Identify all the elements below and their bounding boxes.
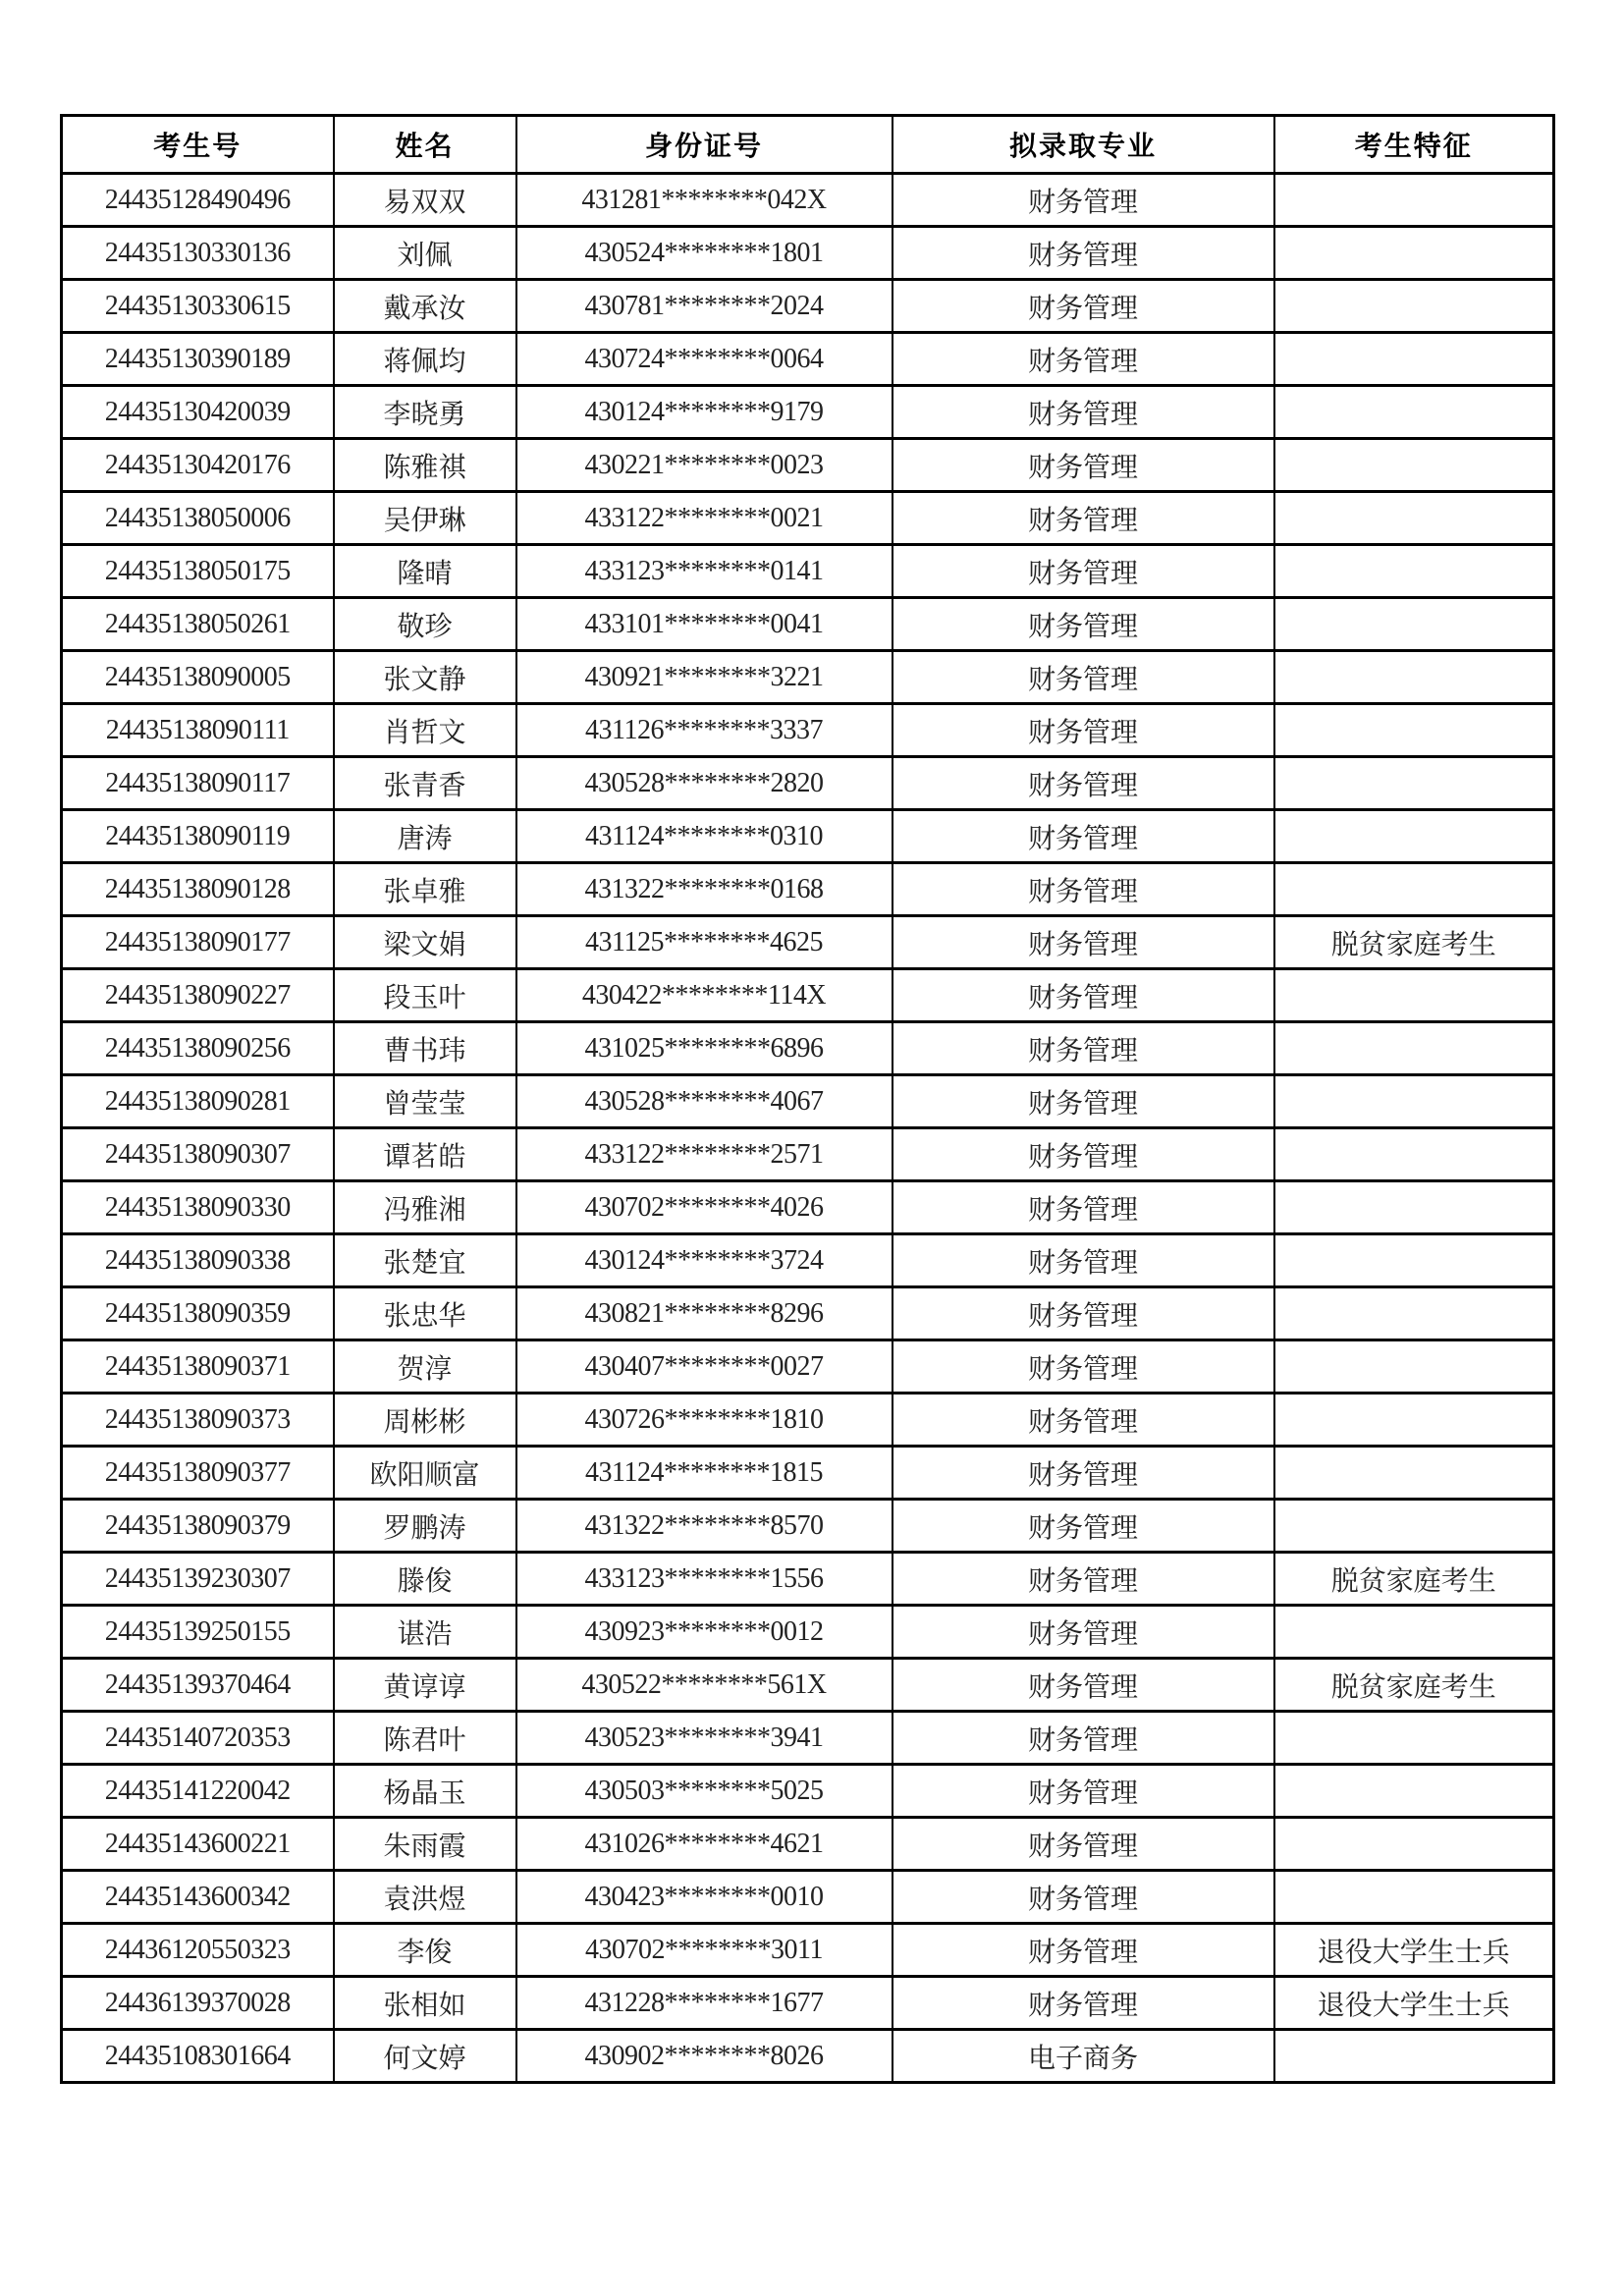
table-row — [62, 1340, 1554, 1394]
table-row — [62, 1659, 1554, 1712]
cell-feature — [1274, 810, 1554, 863]
cell-major: 财务管理 — [893, 1340, 1274, 1394]
table-row — [62, 1977, 1554, 2030]
header-major: 拟录取专业 — [893, 116, 1274, 174]
cell-feature — [1274, 704, 1554, 757]
table-row — [62, 174, 1554, 227]
cell-feature — [1274, 333, 1554, 386]
cell-major: 财务管理 — [893, 1553, 1274, 1606]
cell-feature — [1274, 280, 1554, 333]
cell-id-no: 433101********0041 — [516, 598, 893, 651]
cell-name: 易双双 — [334, 174, 516, 227]
table-row — [62, 651, 1554, 704]
cell-id-no: 431126********3337 — [516, 704, 893, 757]
cell-exam-no: 24435138090338 — [62, 1234, 334, 1287]
table-row — [62, 1606, 1554, 1659]
cell-feature — [1274, 1394, 1554, 1447]
cell-exam-no: 24435130330615 — [62, 280, 334, 333]
cell-name: 谭茗皓 — [334, 1128, 516, 1181]
cell-name: 冯雅湘 — [334, 1181, 516, 1234]
cell-name: 李俊 — [334, 1924, 516, 1977]
cell-major: 财务管理 — [893, 492, 1274, 545]
cell-feature: 脱贫家庭考生 — [1274, 916, 1554, 969]
cell-id-no: 433123********1556 — [516, 1553, 893, 1606]
cell-id-no: 430821********8296 — [516, 1287, 893, 1340]
table-row — [62, 969, 1554, 1022]
cell-name: 张青香 — [334, 757, 516, 810]
cell-feature — [1274, 545, 1554, 598]
cell-major: 财务管理 — [893, 280, 1274, 333]
cell-feature — [1274, 757, 1554, 810]
header-feature: 考生特征 — [1274, 116, 1554, 174]
cell-exam-no: 24435138090177 — [62, 916, 334, 969]
cell-feature: 退役大学生士兵 — [1274, 1924, 1554, 1977]
cell-name: 张文静 — [334, 651, 516, 704]
cell-feature: 退役大学生士兵 — [1274, 1977, 1554, 2030]
cell-exam-no: 24435143600221 — [62, 1818, 334, 1871]
table-row — [62, 1447, 1554, 1500]
cell-major: 财务管理 — [893, 810, 1274, 863]
cell-id-no: 430523********3941 — [516, 1712, 893, 1765]
cell-exam-no: 24435138090005 — [62, 651, 334, 704]
cell-exam-no: 24435138090119 — [62, 810, 334, 863]
cell-feature — [1274, 386, 1554, 439]
cell-id-no: 430124********3724 — [516, 1234, 893, 1287]
cell-major: 财务管理 — [893, 598, 1274, 651]
cell-feature — [1274, 863, 1554, 916]
cell-major: 财务管理 — [893, 1234, 1274, 1287]
cell-id-no: 430902********8026 — [516, 2030, 893, 2083]
cell-id-no: 431124********1815 — [516, 1447, 893, 1500]
cell-name: 朱雨霞 — [334, 1818, 516, 1871]
cell-feature — [1274, 1340, 1554, 1394]
cell-name: 欧阳顺富 — [334, 1447, 516, 1500]
table-row — [62, 1712, 1554, 1765]
table-row — [62, 1553, 1554, 1606]
cell-exam-no: 24435138090281 — [62, 1075, 334, 1128]
cell-major: 财务管理 — [893, 1659, 1274, 1712]
cell-id-no: 431025********6896 — [516, 1022, 893, 1075]
cell-id-no: 430407********0027 — [516, 1340, 893, 1394]
cell-name: 杨晶玉 — [334, 1765, 516, 1818]
cell-id-no: 430221********0023 — [516, 439, 893, 492]
table-row — [62, 439, 1554, 492]
cell-id-no: 431228********1677 — [516, 1977, 893, 2030]
cell-name: 吴伊琳 — [334, 492, 516, 545]
cell-name: 罗鹏涛 — [334, 1500, 516, 1553]
cell-name: 陈雅祺 — [334, 439, 516, 492]
cell-feature — [1274, 227, 1554, 280]
table-row — [62, 1818, 1554, 1871]
table-row — [62, 2030, 1554, 2083]
cell-name: 敬珍 — [334, 598, 516, 651]
cell-exam-no: 24435130330136 — [62, 227, 334, 280]
cell-major: 财务管理 — [893, 1022, 1274, 1075]
cell-feature — [1274, 1287, 1554, 1340]
cell-exam-no: 24435130390189 — [62, 333, 334, 386]
cell-feature — [1274, 2030, 1554, 2083]
cell-exam-no: 24435138090373 — [62, 1394, 334, 1447]
cell-name: 何文婷 — [334, 2030, 516, 2083]
cell-major: 财务管理 — [893, 1500, 1274, 1553]
cell-major: 财务管理 — [893, 1394, 1274, 1447]
cell-id-no: 431124********0310 — [516, 810, 893, 863]
cell-major: 财务管理 — [893, 333, 1274, 386]
table-row — [62, 1765, 1554, 1818]
cell-major: 财务管理 — [893, 969, 1274, 1022]
cell-id-no: 430423********0010 — [516, 1871, 893, 1924]
cell-name: 陈君叶 — [334, 1712, 516, 1765]
cell-exam-no: 24435130420176 — [62, 439, 334, 492]
cell-exam-no: 24435138090256 — [62, 1022, 334, 1075]
cell-major: 财务管理 — [893, 386, 1274, 439]
table-row — [62, 704, 1554, 757]
cell-major: 财务管理 — [893, 704, 1274, 757]
cell-id-no: 433123********0141 — [516, 545, 893, 598]
cell-exam-no: 24435138050006 — [62, 492, 334, 545]
cell-major: 财务管理 — [893, 1765, 1274, 1818]
cell-major: 财务管理 — [893, 1606, 1274, 1659]
cell-id-no: 430724********0064 — [516, 333, 893, 386]
cell-major: 财务管理 — [893, 1181, 1274, 1234]
cell-name: 谌浩 — [334, 1606, 516, 1659]
cell-exam-no: 24435108301664 — [62, 2030, 334, 2083]
cell-name: 滕俊 — [334, 1553, 516, 1606]
cell-exam-no: 24435138090330 — [62, 1181, 334, 1234]
cell-name: 张忠华 — [334, 1287, 516, 1340]
cell-exam-no: 24435139230307 — [62, 1553, 334, 1606]
table-row — [62, 492, 1554, 545]
cell-major: 财务管理 — [893, 439, 1274, 492]
cell-id-no: 433122********2571 — [516, 1128, 893, 1181]
cell-name: 张卓雅 — [334, 863, 516, 916]
cell-id-no: 431026********4621 — [516, 1818, 893, 1871]
cell-feature — [1274, 1765, 1554, 1818]
cell-exam-no: 24435130420039 — [62, 386, 334, 439]
cell-name: 肖哲文 — [334, 704, 516, 757]
cell-exam-no: 24435138090307 — [62, 1128, 334, 1181]
cell-feature — [1274, 1181, 1554, 1234]
cell-exam-no: 24435138090117 — [62, 757, 334, 810]
cell-major: 财务管理 — [893, 1977, 1274, 2030]
cell-id-no: 430422********114X — [516, 969, 893, 1022]
cell-exam-no: 24435138090128 — [62, 863, 334, 916]
cell-id-no: 430522********561X — [516, 1659, 893, 1712]
cell-major: 财务管理 — [893, 227, 1274, 280]
table-row — [62, 545, 1554, 598]
table-row — [62, 1234, 1554, 1287]
cell-feature: 脱贫家庭考生 — [1274, 1553, 1554, 1606]
cell-feature — [1274, 1075, 1554, 1128]
cell-id-no: 430702********4026 — [516, 1181, 893, 1234]
cell-exam-no: 24435143600342 — [62, 1871, 334, 1924]
cell-major: 财务管理 — [893, 1712, 1274, 1765]
cell-name: 曾莹莹 — [334, 1075, 516, 1128]
cell-name: 周彬彬 — [334, 1394, 516, 1447]
cell-id-no: 431281********042X — [516, 174, 893, 227]
cell-exam-no: 24435138050261 — [62, 598, 334, 651]
cell-major: 财务管理 — [893, 1871, 1274, 1924]
cell-feature — [1274, 1606, 1554, 1659]
table-row — [62, 1871, 1554, 1924]
cell-major: 财务管理 — [893, 1287, 1274, 1340]
cell-name: 刘佩 — [334, 227, 516, 280]
cell-feature — [1274, 1447, 1554, 1500]
cell-feature — [1274, 1712, 1554, 1765]
cell-feature — [1274, 1871, 1554, 1924]
cell-feature — [1274, 598, 1554, 651]
cell-id-no: 431322********0168 — [516, 863, 893, 916]
cell-feature — [1274, 969, 1554, 1022]
cell-exam-no: 24436120550323 — [62, 1924, 334, 1977]
cell-id-no: 430528********4067 — [516, 1075, 893, 1128]
cell-feature — [1274, 174, 1554, 227]
cell-id-no: 430503********5025 — [516, 1765, 893, 1818]
cell-feature — [1274, 1128, 1554, 1181]
cell-exam-no: 24435138090111 — [62, 704, 334, 757]
cell-name: 贺淳 — [334, 1340, 516, 1394]
cell-id-no: 430524********1801 — [516, 227, 893, 280]
cell-id-no: 430921********3221 — [516, 651, 893, 704]
table-row — [62, 280, 1554, 333]
cell-id-no: 430923********0012 — [516, 1606, 893, 1659]
table-body — [62, 174, 1554, 2083]
cell-name: 蒋佩均 — [334, 333, 516, 386]
table-row — [62, 1022, 1554, 1075]
cell-major: 财务管理 — [893, 1128, 1274, 1181]
cell-exam-no: 24435128490496 — [62, 174, 334, 227]
cell-name: 曹书玮 — [334, 1022, 516, 1075]
cell-feature: 脱贫家庭考生 — [1274, 1659, 1554, 1712]
cell-exam-no: 24435140720353 — [62, 1712, 334, 1765]
table-row — [62, 1181, 1554, 1234]
admission-roster-table — [60, 114, 1555, 2084]
table-row — [62, 1394, 1554, 1447]
cell-name: 袁洪煜 — [334, 1871, 516, 1924]
cell-exam-no: 24435138050175 — [62, 545, 334, 598]
cell-name: 黄谆谆 — [334, 1659, 516, 1712]
table-row — [62, 1128, 1554, 1181]
table-row — [62, 598, 1554, 651]
cell-feature — [1274, 1500, 1554, 1553]
table-row — [62, 386, 1554, 439]
cell-exam-no: 24435138090377 — [62, 1447, 334, 1500]
cell-feature — [1274, 1022, 1554, 1075]
cell-feature — [1274, 492, 1554, 545]
cell-id-no: 430528********2820 — [516, 757, 893, 810]
cell-exam-no: 24435139250155 — [62, 1606, 334, 1659]
cell-exam-no: 24435138090379 — [62, 1500, 334, 1553]
cell-id-no: 430781********2024 — [516, 280, 893, 333]
cell-id-no: 430124********9179 — [516, 386, 893, 439]
cell-major: 财务管理 — [893, 545, 1274, 598]
table-row — [62, 863, 1554, 916]
table-row — [62, 1075, 1554, 1128]
table-row — [62, 1287, 1554, 1340]
cell-name: 张相如 — [334, 1977, 516, 2030]
cell-exam-no: 24435138090359 — [62, 1287, 334, 1340]
cell-name: 李晓勇 — [334, 386, 516, 439]
cell-exam-no: 24435138090227 — [62, 969, 334, 1022]
header-row — [62, 116, 1554, 174]
table-row — [62, 1924, 1554, 1977]
cell-id-no: 431125********4625 — [516, 916, 893, 969]
table-row — [62, 810, 1554, 863]
cell-name: 张楚宜 — [334, 1234, 516, 1287]
cell-major: 财务管理 — [893, 1818, 1274, 1871]
cell-major: 财务管理 — [893, 916, 1274, 969]
header-exam-no: 考生号 — [62, 116, 334, 174]
header-name: 姓名 — [334, 116, 516, 174]
cell-exam-no: 24435139370464 — [62, 1659, 334, 1712]
cell-exam-no: 24436139370028 — [62, 1977, 334, 2030]
cell-feature — [1274, 651, 1554, 704]
cell-name: 梁文娟 — [334, 916, 516, 969]
table-row — [62, 333, 1554, 386]
cell-id-no: 433122********0021 — [516, 492, 893, 545]
cell-major: 财务管理 — [893, 651, 1274, 704]
cell-id-no: 430702********3011 — [516, 1924, 893, 1977]
cell-id-no: 431322********8570 — [516, 1500, 893, 1553]
table-row — [62, 1500, 1554, 1553]
cell-major: 财务管理 — [893, 757, 1274, 810]
cell-major: 财务管理 — [893, 1447, 1274, 1500]
cell-major: 财务管理 — [893, 1924, 1274, 1977]
cell-exam-no: 24435138090371 — [62, 1340, 334, 1394]
table-row — [62, 757, 1554, 810]
cell-feature — [1274, 439, 1554, 492]
cell-exam-no: 24435141220042 — [62, 1765, 334, 1818]
cell-feature — [1274, 1234, 1554, 1287]
header-id-no: 身份证号 — [516, 116, 893, 174]
cell-major: 财务管理 — [893, 174, 1274, 227]
cell-name: 唐涛 — [334, 810, 516, 863]
cell-id-no: 430726********1810 — [516, 1394, 893, 1447]
cell-major: 财务管理 — [893, 863, 1274, 916]
cell-major: 电子商务 — [893, 2030, 1274, 2083]
cell-name: 戴承汝 — [334, 280, 516, 333]
cell-feature — [1274, 1818, 1554, 1871]
cell-major: 财务管理 — [893, 1075, 1274, 1128]
table-row — [62, 916, 1554, 969]
cell-name: 隆晴 — [334, 545, 516, 598]
table-row — [62, 227, 1554, 280]
cell-name: 段玉叶 — [334, 969, 516, 1022]
